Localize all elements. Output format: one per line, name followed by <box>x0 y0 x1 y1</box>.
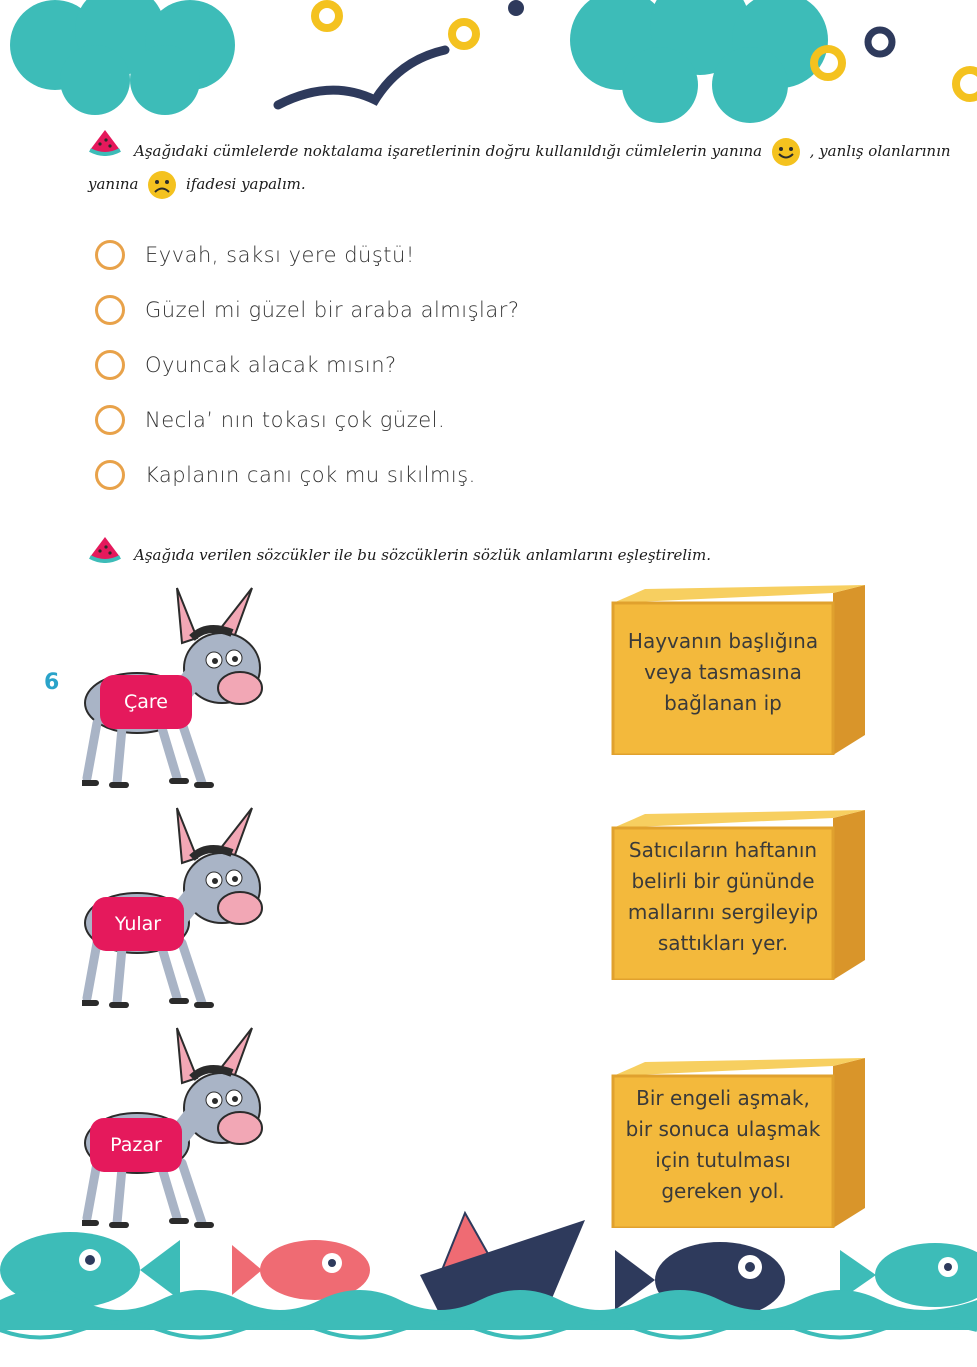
answer-circle-2[interactable] <box>95 295 125 325</box>
definition-3: Bir engeli aşmak, bir sonuca ulaşmak için tutulması gereken yol. <box>625 1086 821 1203</box>
answer-circle-5[interactable] <box>95 460 125 490</box>
definition-1: Hayvanın başlığına veya tasmasına bağlanan ip <box>627 628 819 715</box>
answer-circle-1[interactable] <box>95 240 125 270</box>
instruction-2: Aşağıda verilen sözcükler ile bu sözcüklerin sözlük anlamlarını eşleştirelim. <box>134 546 711 564</box>
page-number: 6 <box>44 670 60 695</box>
dot-navy <box>508 0 524 16</box>
ring-yellow-1 <box>315 4 339 28</box>
hay-bale-2[interactable] <box>605 810 865 980</box>
sentence-3: Oyuncak alacak mısın? <box>145 353 397 377</box>
instruction-1-tail: , yanlış olanlarının <box>809 142 951 160</box>
bottom-decoration <box>0 1205 977 1367</box>
sentence-row-4 <box>95 400 445 440</box>
sentence-5: Kaplanın canı çok mu sıkılmış. <box>145 463 476 487</box>
sentence-4: Necla’ nın tokası çok güzel. <box>145 408 446 432</box>
instruction-1-line2-head: yanına <box>88 175 139 193</box>
ring-yellow-4 <box>956 70 977 98</box>
answer-circle-4[interactable] <box>95 405 125 435</box>
sentence-row-1 <box>95 235 415 275</box>
word-tag-yular[interactable]: Yular <box>92 897 184 951</box>
watermelon-icon-2 <box>88 535 122 563</box>
instruction-1-line2-tail: ifadesi yapalım. <box>186 175 306 193</box>
sentence-1: Eyvah, saksı yere düştü! <box>145 243 415 267</box>
smiley-happy-icon <box>771 137 801 167</box>
instruction-1-text: Aşağıdaki cümlelerde noktalama işaretlerinin doğru kullanıldığı cümlelerin yanına <box>134 142 763 160</box>
instruction-1-line2 <box>88 170 306 200</box>
instruction-1 <box>134 137 954 167</box>
smiley-sad-icon <box>147 170 177 200</box>
watermelon-icon <box>88 128 122 156</box>
sentence-row-3 <box>95 345 397 385</box>
sentence-row-5 <box>95 455 476 495</box>
sentence-row-2 <box>95 290 520 330</box>
ring-yellow-2 <box>452 22 476 46</box>
sentence-2: Güzel mi güzel bir araba almışlar? <box>145 298 520 322</box>
word-tag-care[interactable]: Çare <box>100 675 192 729</box>
definition-2: Satıcıların haftanın belirli bir gününde mallarını sergileyip sattıkları yer. <box>627 838 819 955</box>
top-decoration <box>0 0 977 130</box>
hay-bale-1[interactable] <box>605 585 865 755</box>
cloud-right <box>570 0 828 123</box>
hay-bale-3[interactable] <box>605 1058 865 1228</box>
cloud-left <box>10 0 235 115</box>
ring-navy-1 <box>868 30 892 54</box>
word-tag-pazar[interactable]: Pazar <box>90 1118 182 1172</box>
bird-shape <box>278 50 445 105</box>
answer-circle-3[interactable] <box>95 350 125 380</box>
